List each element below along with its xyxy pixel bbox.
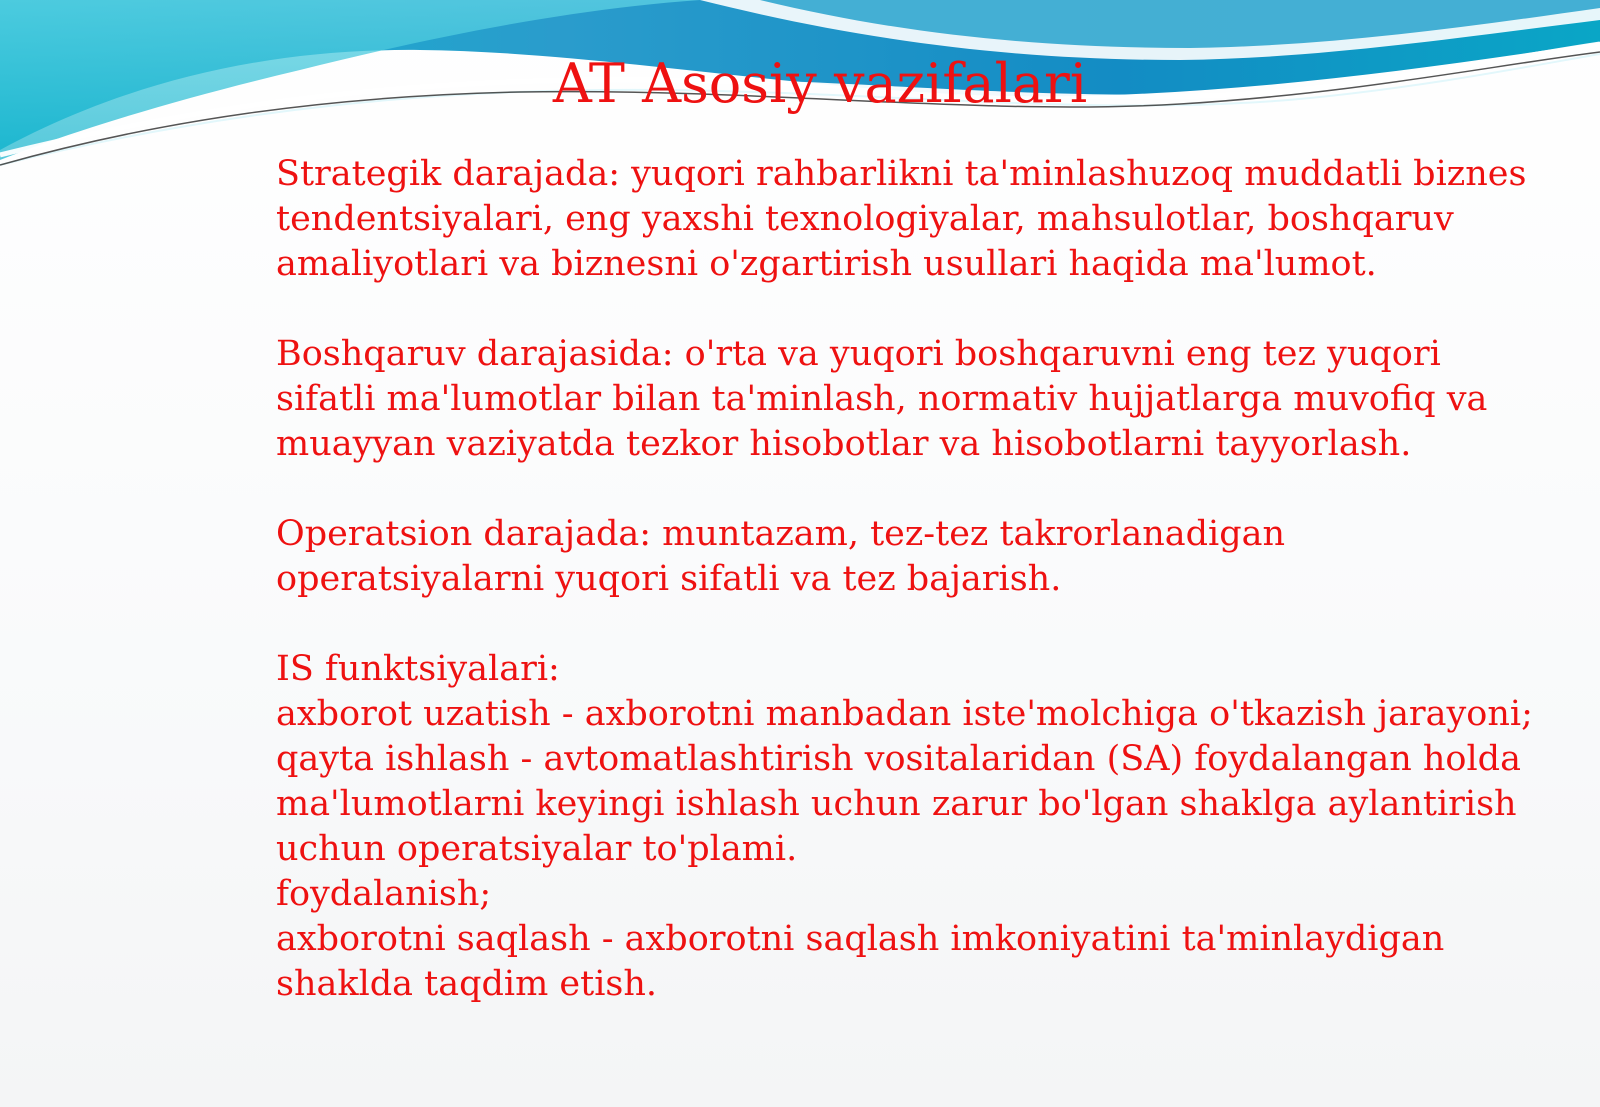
- slide-title: AT Asosiy vazifalari: [552, 52, 1088, 115]
- text-line: tendentsiyalari, eng yaxshi texnologiyalar, mahsulotlar, boshqaruv: [276, 199, 1454, 239]
- text-line: Boshqaruv darajasida: o'rta va yuqori boshqaruvni eng tez yuqori: [276, 334, 1441, 374]
- function-item: uchun operatsiyalar to'plami.: [276, 829, 798, 869]
- function-item: foydalanish;: [276, 874, 492, 914]
- function-item: axborot uzatish - axborotni manbadan iste'molchiga o'tkazish jarayoni;: [276, 694, 1533, 734]
- text-line: muayyan vaziyatda tezkor hisobotlar va hisobotlarni tayyorlash.: [276, 424, 1412, 464]
- function-item: axborotni saqlash - axborotni saqlash imkoniyatini ta'minlaydigan: [276, 919, 1445, 959]
- functions-heading: IS funktsiyalari:: [276, 649, 560, 689]
- function-item: qayta ishlash - avtomatlashtirish vositalaridan (SA) foydalangan holda: [276, 739, 1521, 779]
- paragraph-management: [276, 332, 1576, 467]
- text-line: Operatsion darajada: muntazam, tez-tez takrorlanadigan: [276, 514, 1286, 554]
- text-line: operatsiyalarni yuqori sifatli va tez bajarish.: [276, 559, 1062, 599]
- function-item: ma'lumotlarni keyingi ishlash uchun zarur bo'lgan shaklga aylantirish: [276, 784, 1517, 824]
- is-functions-list: [276, 647, 1576, 1007]
- function-item: shaklda taqdim etish.: [276, 964, 658, 1004]
- paragraph-strategic: [276, 152, 1576, 287]
- text-line: Strategik darajada: yuqori rahbarlikni ta'minlashuzoq muddatli biznes: [276, 154, 1527, 194]
- paragraph-operational: [276, 512, 1576, 602]
- text-line: amaliyotlari va biznesni o'zgartirish usullari haqida ma'lumot.: [276, 244, 1377, 284]
- text-line: sifatli ma'lumotlar bilan ta'minlash, normativ hujjatlarga muvofiq va: [276, 379, 1488, 419]
- slide-body: [276, 152, 1576, 1007]
